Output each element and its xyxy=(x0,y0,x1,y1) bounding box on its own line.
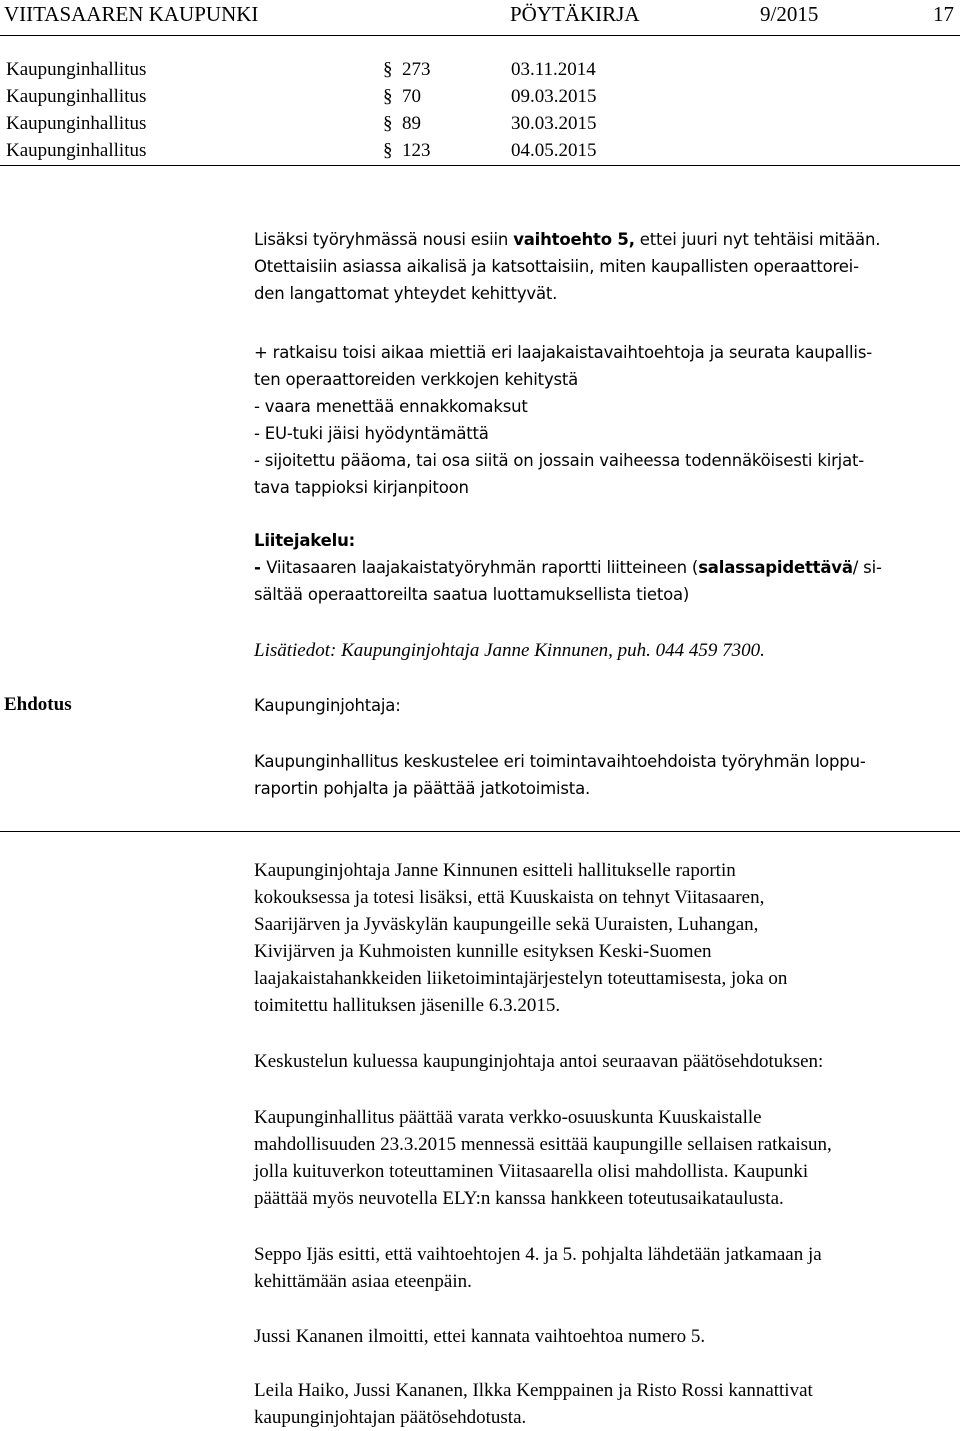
minutes-paragraph xyxy=(254,857,958,1019)
proposal-divider xyxy=(0,831,960,832)
list-item: tava tappioksi kirjanpitoon xyxy=(254,478,469,497)
page-header xyxy=(0,0,960,30)
bold-dash: - xyxy=(254,558,267,577)
minutes-line: kaupunginjohtajan päätösehdotusta. xyxy=(254,1407,527,1428)
minutes-line: Kaupunginhallitus päättää varata verkko-osuuskunta Kuuskaistalle xyxy=(254,1107,762,1128)
section-symbol: § xyxy=(383,140,393,161)
references-divider xyxy=(0,165,960,166)
text-span: Viitasaaren laajakaistatyöryhmän raportti liitteineen ( xyxy=(266,558,699,577)
list-item: - EU-tuki jäisi hyödyntämättä xyxy=(254,424,489,443)
reference-section: 89 xyxy=(402,113,421,134)
minutes-line: Saarijärven ja Jyväskylän kaupungeille sekä Uuraisten, Luhangan, xyxy=(254,914,759,935)
intro-paragraph xyxy=(254,226,958,307)
intro-line: Otettaisiin asiassa aikalisä ja katsottaisiin, miten kaupallisten operaattorei- xyxy=(254,257,859,276)
list-item: - sijoitettu pääoma, tai osa siitä on jossain vaiheessa todennäköisesti kirjat- xyxy=(254,451,864,470)
more-info: Lisätiedot: Kaupunginjohtaja Janne Kinnunen, puh. 044 459 7300. xyxy=(254,640,765,661)
minutes-line: laajakaistahankkeiden liiketoimintajärjestelyn toteuttamisesta, joka on xyxy=(254,968,788,989)
pros-cons-list xyxy=(254,339,958,501)
section-symbol: § xyxy=(383,59,393,80)
section-symbol: § xyxy=(383,86,393,107)
minutes-line: Seppo Ijäs esitti, että vaihtoehtojen 4. ja 5. pohjalta lähdetään jatkamaan ja xyxy=(254,1244,822,1265)
intro-line: den langattomat yhteydet kehittyvät. xyxy=(254,284,558,303)
bold-option: vaihtoehto 5, xyxy=(513,230,635,249)
minutes-paragraph xyxy=(254,1377,958,1431)
list-item: - vaara menettää ennakkomaksut xyxy=(254,397,528,416)
reference-date: 04.05.2015 xyxy=(511,140,597,161)
minutes-line: Jussi Kananen ilmoitti, ettei kannata vaihtoehtoa numero 5. xyxy=(254,1326,706,1347)
minutes-paragraph xyxy=(254,1241,958,1295)
reference-date: 03.11.2014 xyxy=(511,59,596,80)
proposal-line: Kaupunginhallitus keskustelee eri toimintavaihtoehdoista työryhmän loppu- xyxy=(254,752,866,771)
text-span: / si- xyxy=(852,558,882,577)
minutes-paragraph xyxy=(254,1048,958,1075)
header-divider xyxy=(0,35,960,36)
text-span: ettei juuri nyt tehtäisi mitään. xyxy=(634,230,881,249)
distribution-heading-line xyxy=(254,527,958,554)
organization-name: VIITASAAREN KAUPUNKI xyxy=(4,2,259,26)
minutes-line: kokouksessa ja totesi lisäksi, että Kuuskaista on tehnyt Viitasaaren, xyxy=(254,887,765,908)
reference-section: 70 xyxy=(402,86,421,107)
proposal-line: raportin pohjalta ja päättää jatkotoimista. xyxy=(254,779,591,798)
reference-body: Kaupunginhallitus xyxy=(6,59,147,80)
minutes-paragraph xyxy=(254,1323,958,1350)
proposer: Kaupunginjohtaja: xyxy=(254,696,401,715)
minutes-line: Keskustelun kuluessa kaupunginjohtaja antoi seuraavan päätösehdotuksen: xyxy=(254,1051,824,1072)
minutes-paragraph xyxy=(254,1104,958,1212)
list-item: + ratkaisu toisi aikaa miettiä eri laajakaistavaihtoehtoja ja seurata kaupallis- xyxy=(254,343,872,362)
minutes-line: toimitettu hallituksen jäsenille 6.3.2015. xyxy=(254,995,561,1016)
minutes-line: Leila Haiko, Jussi Kananen, Ilkka Kemppainen ja Risto Rossi kannattivat xyxy=(254,1380,813,1401)
section-symbol: § xyxy=(383,113,393,134)
list-item: ten operaattoreiden verkkojen kehitystä xyxy=(254,370,579,389)
document-type: PÖYTÄKIRJA xyxy=(510,2,640,26)
reference-date: 30.03.2015 xyxy=(511,113,597,134)
reference-section: 123 xyxy=(402,140,431,161)
page-number: 17 xyxy=(933,2,954,26)
distribution-heading: Liitejakelu: xyxy=(254,531,356,550)
reference-body: Kaupunginhallitus xyxy=(6,113,147,134)
intro-line xyxy=(254,226,958,253)
text-span: Lisäksi työryhmässä nousi esiin xyxy=(254,230,514,249)
minutes-line: Kivijärven ja Kuhmoisten kunnille esityksen Keski-Suomen xyxy=(254,941,712,962)
minutes-line: kehittämään asiaa eteenpäin. xyxy=(254,1271,472,1292)
distribution-section xyxy=(254,527,958,608)
minutes-line: päättää myös neuvotella ELY:n kanssa hankkeen toteutusaikataulusta. xyxy=(254,1188,784,1209)
minutes-line: jolla kuituverkon toteuttaminen Viitasaarella olisi mahdollista. Kaupunki xyxy=(254,1161,809,1182)
minutes-line: mahdollisuuden 23.3.2015 mennessä esittää kaupungille sellaisen ratkaisun, xyxy=(254,1134,832,1155)
document-number: 9/2015 xyxy=(760,2,819,26)
proposal-label: Ehdotus xyxy=(4,694,72,715)
distribution-line xyxy=(254,554,958,581)
reference-section: 273 xyxy=(402,59,431,80)
distribution-line: sältää operaattoreilta saatua luottamuksellista tietoa) xyxy=(254,585,690,604)
confidential-label: salassapidettävä xyxy=(698,558,853,577)
proposal-text xyxy=(254,748,958,802)
reference-body: Kaupunginhallitus xyxy=(6,140,147,161)
minutes-line: Kaupunginjohtaja Janne Kinnunen esitteli hallitukselle raportin xyxy=(254,860,736,881)
reference-body: Kaupunginhallitus xyxy=(6,86,147,107)
reference-date: 09.03.2015 xyxy=(511,86,597,107)
